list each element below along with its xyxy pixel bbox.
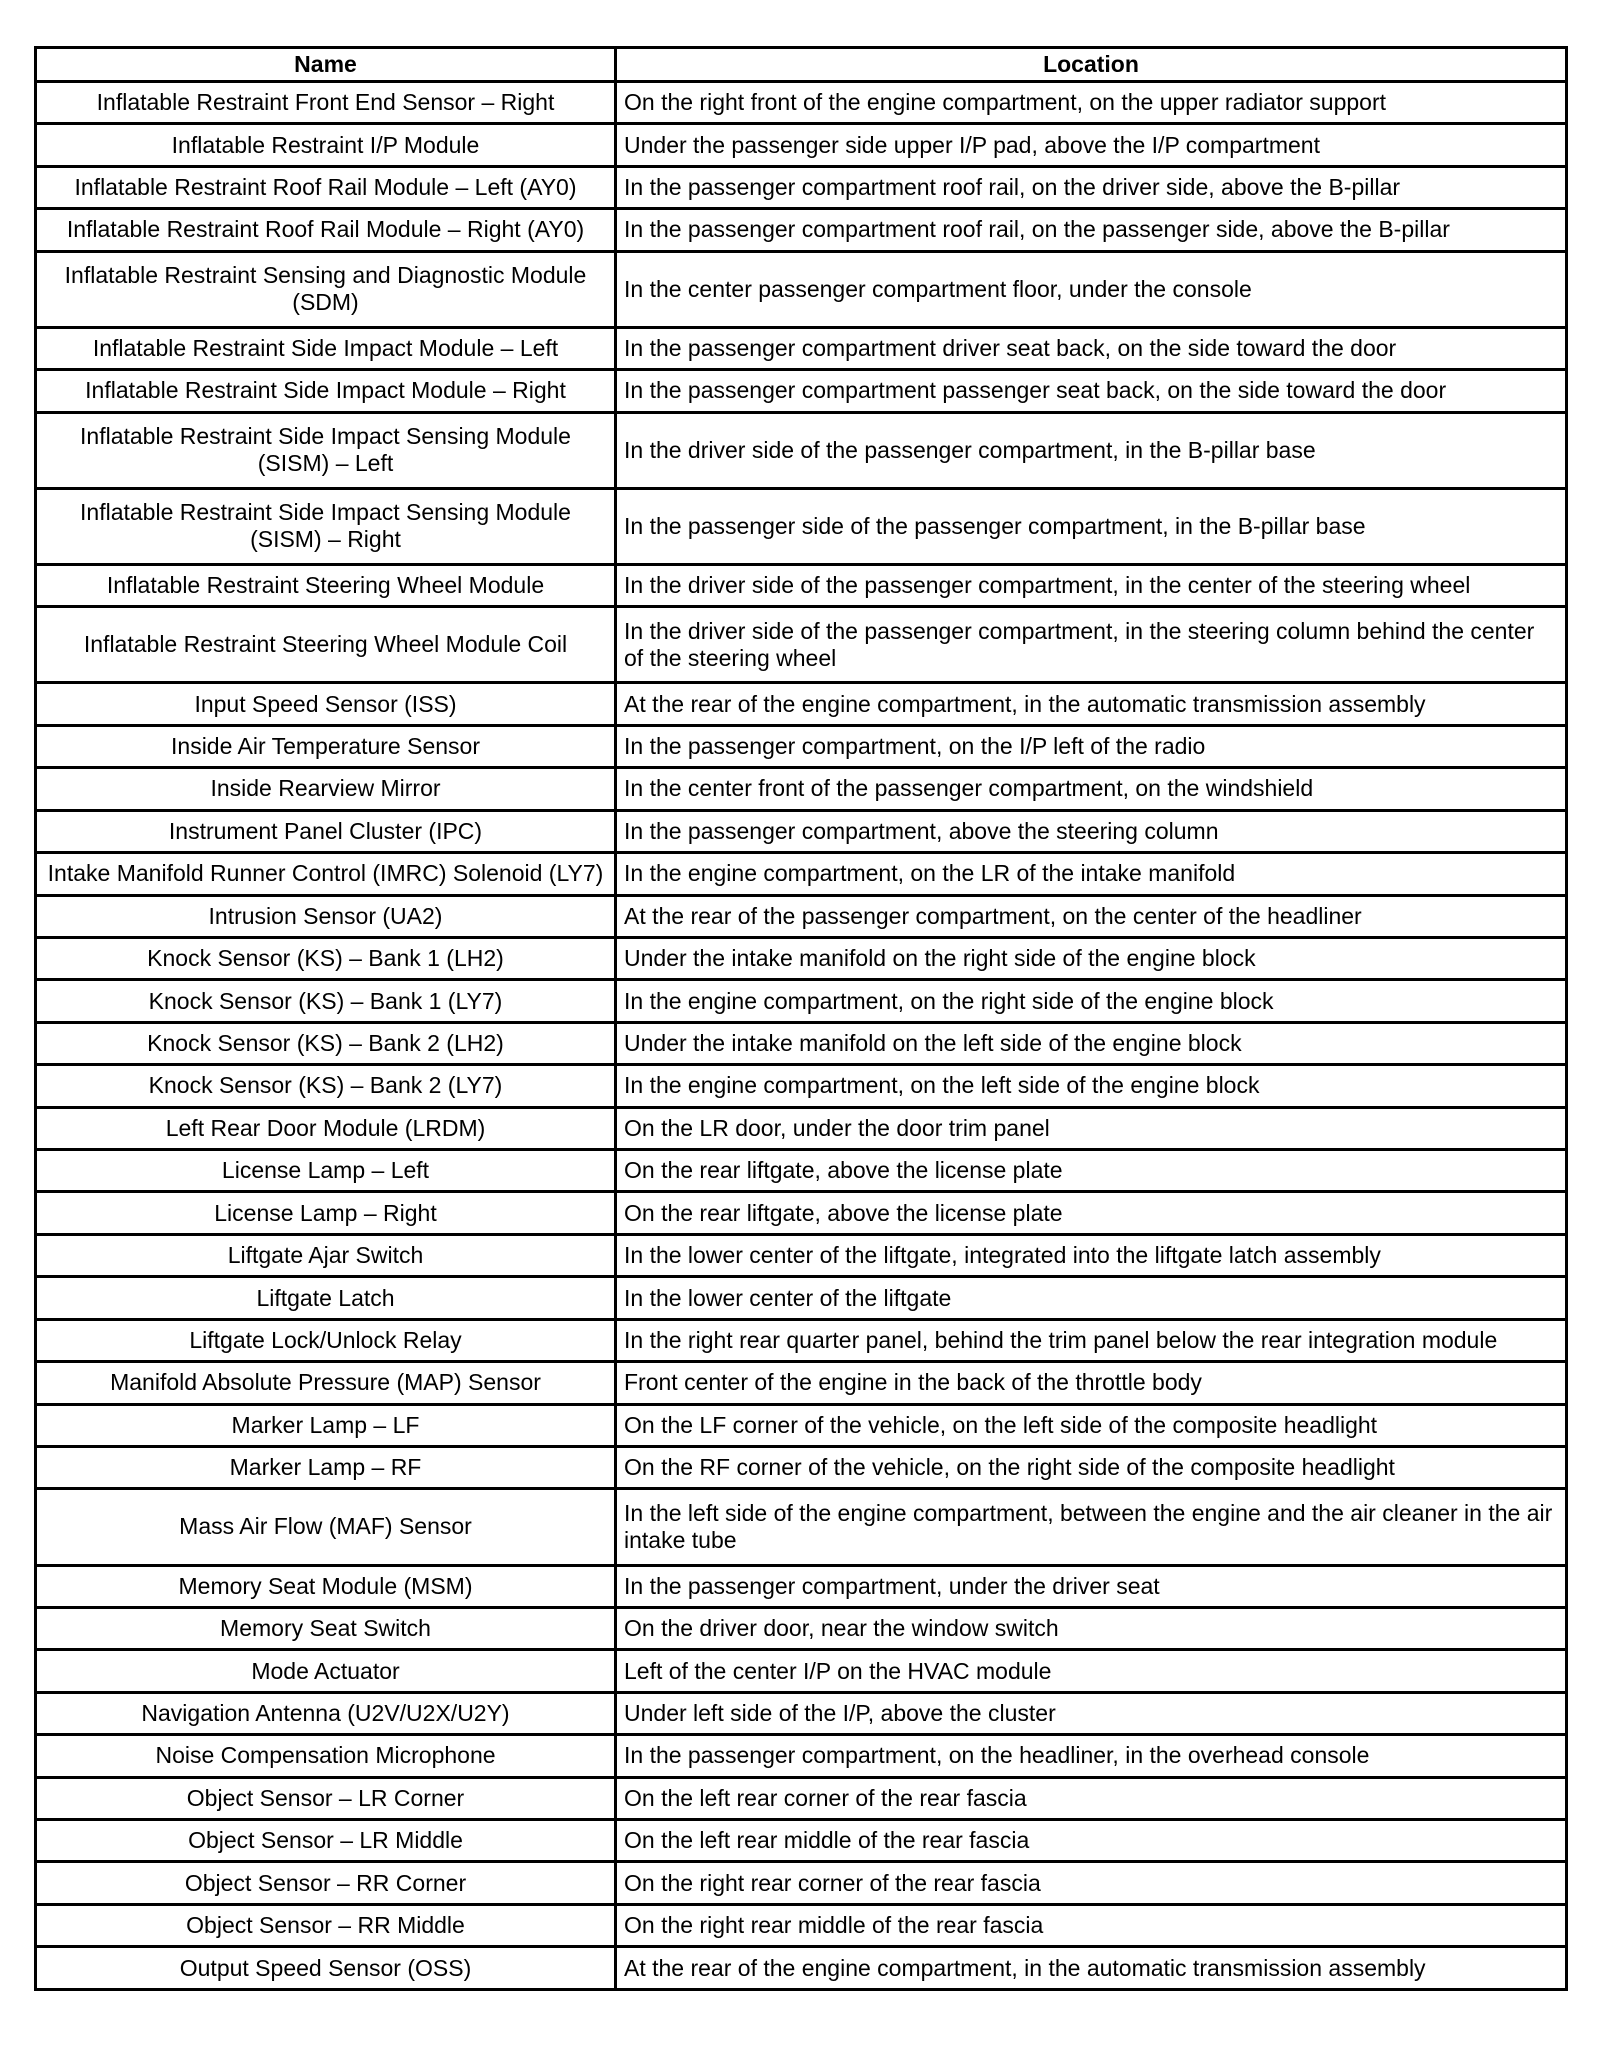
component-location-cell: On the driver door, near the window switch — [616, 1607, 1567, 1649]
component-name-cell: Intrusion Sensor (UA2) — [36, 895, 616, 937]
table-row — [36, 1150, 1567, 1192]
name-column-header: Name — [36, 48, 616, 82]
component-location-cell: In the passenger compartment, on the I/P left of the radio — [616, 725, 1567, 767]
component-name-cell: Inflatable Restraint Side Impact Module – Right — [36, 370, 616, 412]
component-location-cell: On the right rear corner of the rear fascia — [616, 1862, 1567, 1904]
component-location-cell: In the engine compartment, on the left side of the engine block — [616, 1065, 1567, 1107]
component-location-cell: Under the intake manifold on the right side of the engine block — [616, 937, 1567, 979]
component-name-cell: Object Sensor – RR Middle — [36, 1904, 616, 1946]
component-name-cell: Knock Sensor (KS) – Bank 1 (LY7) — [36, 980, 616, 1022]
table-row — [36, 683, 1567, 725]
component-name-cell: Intake Manifold Runner Control (IMRC) Solenoid (LY7) — [36, 853, 616, 895]
component-name-cell: Inflatable Restraint Side Impact Sensing Module (SISM) – Left — [36, 412, 616, 488]
component-location-cell: In the passenger compartment, above the steering column — [616, 810, 1567, 852]
component-name-cell: Inflatable Restraint Side Impact Module – Left — [36, 327, 616, 369]
table-row — [36, 1735, 1567, 1777]
table-row — [36, 1022, 1567, 1064]
component-name-cell: Inflatable Restraint Front End Sensor – Right — [36, 82, 616, 124]
table-row — [36, 1319, 1567, 1361]
component-name-cell: Liftgate Lock/Unlock Relay — [36, 1319, 616, 1361]
component-location-cell: In the lower center of the liftgate — [616, 1277, 1567, 1319]
component-location-cell: In the passenger compartment, on the headliner, in the overhead console — [616, 1735, 1567, 1777]
component-location-cell: On the right front of the engine compartment, on the upper radiator support — [616, 82, 1567, 124]
component-location-cell: In the passenger compartment roof rail, on the passenger side, above the B-pillar — [616, 209, 1567, 251]
component-name-cell: Inflatable Restraint Side Impact Sensing Module (SISM) – Right — [36, 488, 616, 564]
component-name-cell: License Lamp – Right — [36, 1192, 616, 1234]
component-location-cell: Left of the center I/P on the HVAC module — [616, 1650, 1567, 1692]
table-row — [36, 1820, 1567, 1862]
component-name-cell: License Lamp – Left — [36, 1150, 616, 1192]
table-row — [36, 1650, 1567, 1692]
table-row — [36, 564, 1567, 606]
component-name-cell: Navigation Antenna (U2V/U2X/U2Y) — [36, 1692, 616, 1734]
component-name-cell: Output Speed Sensor (OSS) — [36, 1947, 616, 1990]
component-location-cell: On the LF corner of the vehicle, on the left side of the composite headlight — [616, 1404, 1567, 1446]
component-location-cell: In the passenger compartment passenger seat back, on the side toward the door — [616, 370, 1567, 412]
component-location-cell: At the rear of the passenger compartment, on the center of the headliner — [616, 895, 1567, 937]
component-location-cell: On the right rear middle of the rear fascia — [616, 1904, 1567, 1946]
component-name-cell: Noise Compensation Microphone — [36, 1735, 616, 1777]
table-row — [36, 1904, 1567, 1946]
component-location-cell: At the rear of the engine compartment, in the automatic transmission assembly — [616, 1947, 1567, 1990]
component-location-cell: In the left side of the engine compartment, between the engine and the air cleaner in the air intake tube — [616, 1489, 1567, 1565]
component-location-cell: In the right rear quarter panel, behind the trim panel below the rear integration module — [616, 1319, 1567, 1361]
table-row — [36, 1404, 1567, 1446]
table-row — [36, 853, 1567, 895]
component-name-cell: Object Sensor – LR Corner — [36, 1777, 616, 1819]
component-location-cell: On the RF corner of the vehicle, on the right side of the composite headlight — [616, 1446, 1567, 1488]
table-row — [36, 725, 1567, 767]
component-location-cell: In the passenger side of the passenger compartment, in the B-pillar base — [616, 488, 1567, 564]
component-location-cell: On the rear liftgate, above the license plate — [616, 1150, 1567, 1192]
component-name-cell: Left Rear Door Module (LRDM) — [36, 1107, 616, 1149]
component-name-cell: Inflatable Restraint Roof Rail Module – Right (AY0) — [36, 209, 616, 251]
component-name-cell: Input Speed Sensor (ISS) — [36, 683, 616, 725]
component-location-cell: On the rear liftgate, above the license plate — [616, 1192, 1567, 1234]
component-name-cell: Mass Air Flow (MAF) Sensor — [36, 1489, 616, 1565]
table-row — [36, 980, 1567, 1022]
component-name-cell: Mode Actuator — [36, 1650, 616, 1692]
table-row — [36, 895, 1567, 937]
table-row — [36, 1692, 1567, 1734]
table-row — [36, 82, 1567, 124]
component-name-cell: Knock Sensor (KS) – Bank 2 (LY7) — [36, 1065, 616, 1107]
table-row — [36, 488, 1567, 564]
component-location-cell: In the passenger compartment driver seat back, on the side toward the door — [616, 327, 1567, 369]
component-name-cell: Liftgate Latch — [36, 1277, 616, 1319]
table-row — [36, 1065, 1567, 1107]
table-row — [36, 251, 1567, 327]
table-body — [36, 82, 1567, 1990]
table-row — [36, 1446, 1567, 1488]
component-location-cell: In the center passenger compartment floor, under the console — [616, 251, 1567, 327]
table-row — [36, 1565, 1567, 1607]
component-name-cell: Instrument Panel Cluster (IPC) — [36, 810, 616, 852]
table-row — [36, 1777, 1567, 1819]
component-name-cell: Inflatable Restraint Roof Rail Module – Left (AY0) — [36, 166, 616, 208]
table-row — [36, 1107, 1567, 1149]
location-column-header: Location — [616, 48, 1567, 82]
component-location-cell: Front center of the engine in the back of the throttle body — [616, 1362, 1567, 1404]
table-row — [36, 1607, 1567, 1649]
component-name-cell: Marker Lamp – LF — [36, 1404, 616, 1446]
component-location-cell: In the passenger compartment roof rail, on the driver side, above the B-pillar — [616, 166, 1567, 208]
table-row — [36, 166, 1567, 208]
component-name-cell: Knock Sensor (KS) – Bank 1 (LH2) — [36, 937, 616, 979]
component-location-cell: On the LR door, under the door trim panel — [616, 1107, 1567, 1149]
component-name-cell: Object Sensor – RR Corner — [36, 1862, 616, 1904]
component-name-cell: Liftgate Ajar Switch — [36, 1234, 616, 1276]
table-row — [36, 209, 1567, 251]
component-location-cell: In the driver side of the passenger compartment, in the steering column behind the center of the steering wheel — [616, 607, 1567, 683]
table-row — [36, 327, 1567, 369]
table-row — [36, 607, 1567, 683]
table-row — [36, 412, 1567, 488]
component-location-cell: In the passenger compartment, under the driver seat — [616, 1565, 1567, 1607]
component-name-cell: Object Sensor – LR Middle — [36, 1820, 616, 1862]
component-location-cell: In the driver side of the passenger compartment, in the center of the steering wheel — [616, 564, 1567, 606]
component-location-table — [34, 46, 1568, 1991]
component-location-cell: In the engine compartment, on the right side of the engine block — [616, 980, 1567, 1022]
component-name-cell: Inflatable Restraint Sensing and Diagnostic Module (SDM) — [36, 251, 616, 327]
component-name-cell: Inflatable Restraint Steering Wheel Module Coil — [36, 607, 616, 683]
component-name-cell: Memory Seat Switch — [36, 1607, 616, 1649]
component-name-cell: Manifold Absolute Pressure (MAP) Sensor — [36, 1362, 616, 1404]
table-row — [36, 1862, 1567, 1904]
component-name-cell: Inflatable Restraint I/P Module — [36, 124, 616, 166]
table-row — [36, 768, 1567, 810]
header-row — [36, 48, 1567, 82]
component-name-cell: Inside Rearview Mirror — [36, 768, 616, 810]
component-location-cell: On the left rear corner of the rear fascia — [616, 1777, 1567, 1819]
table-row — [36, 937, 1567, 979]
component-location-cell: In the engine compartment, on the LR of the intake manifold — [616, 853, 1567, 895]
table-row — [36, 1489, 1567, 1565]
table-row — [36, 124, 1567, 166]
component-location-cell: In the driver side of the passenger compartment, in the B-pillar base — [616, 412, 1567, 488]
component-location-cell: In the center front of the passenger compartment, on the windshield — [616, 768, 1567, 810]
component-location-cell: Under the intake manifold on the left side of the engine block — [616, 1022, 1567, 1064]
table-row — [36, 1947, 1567, 1990]
table-row — [36, 810, 1567, 852]
component-name-cell: Memory Seat Module (MSM) — [36, 1565, 616, 1607]
table-row — [36, 1362, 1567, 1404]
component-name-cell: Inside Air Temperature Sensor — [36, 725, 616, 767]
component-name-cell: Inflatable Restraint Steering Wheel Module — [36, 564, 616, 606]
component-location-cell: Under the passenger side upper I/P pad, above the I/P compartment — [616, 124, 1567, 166]
table-row — [36, 1234, 1567, 1276]
component-location-cell: At the rear of the engine compartment, in the automatic transmission assembly — [616, 683, 1567, 725]
component-name-cell: Marker Lamp – RF — [36, 1446, 616, 1488]
table-row — [36, 1192, 1567, 1234]
component-location-cell: Under left side of the I/P, above the cluster — [616, 1692, 1567, 1734]
component-location-cell: On the left rear middle of the rear fascia — [616, 1820, 1567, 1862]
component-name-cell: Knock Sensor (KS) – Bank 2 (LH2) — [36, 1022, 616, 1064]
table-row — [36, 370, 1567, 412]
component-location-cell: In the lower center of the liftgate, integrated into the liftgate latch assembly — [616, 1234, 1567, 1276]
table-row — [36, 1277, 1567, 1319]
